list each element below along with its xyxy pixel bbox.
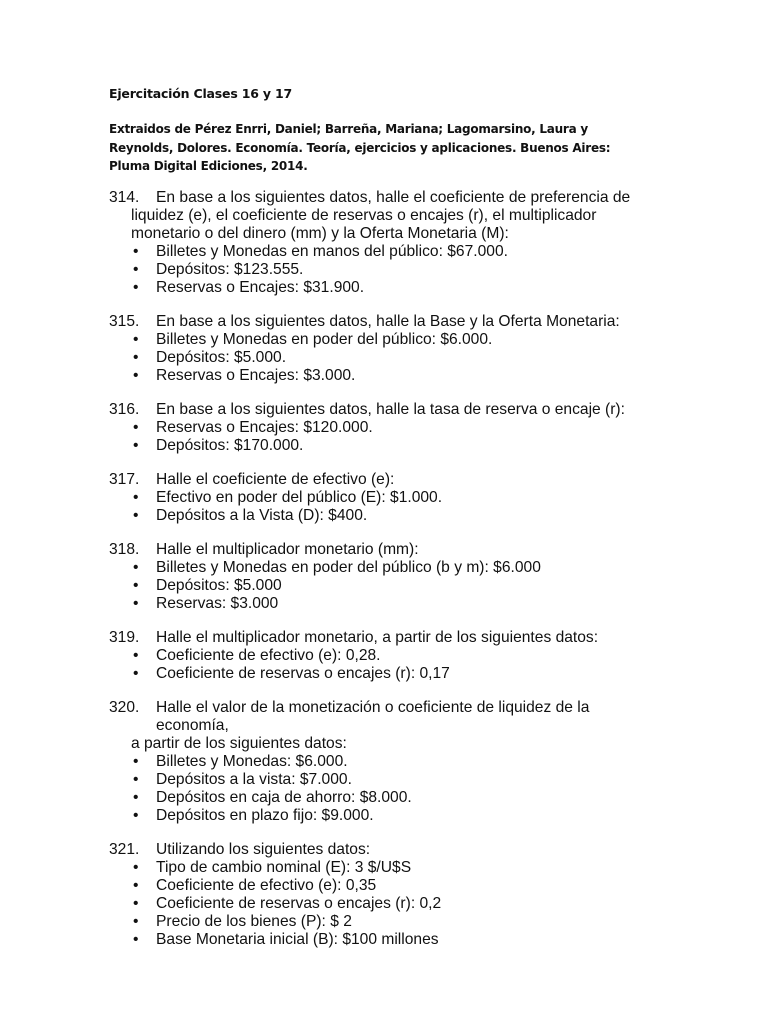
- exercise-statement-continued: a partir de los siguientes datos:: [131, 735, 347, 752]
- list-item: • Coeficiente de efectivo (e): 0,35: [109, 877, 661, 895]
- exercise-number: 321.: [109, 841, 140, 858]
- list-item: • Reservas o Encajes: $120.000.: [109, 419, 661, 437]
- bullet-icon: •: [133, 331, 139, 348]
- data-list: [109, 243, 661, 297]
- bullet-icon: •: [133, 771, 139, 788]
- exercise-315: [109, 313, 661, 385]
- list-item: • Tipo de cambio nominal (E): 3 $/U$S: [109, 859, 661, 877]
- source-citation: Extraidos de Pérez Enrri, Daniel; Barreña, Mariana; Lagomarsino, Laura y Reynolds, Dolores. Economía. Teoría, ejercicios y aplicaciones. Buenos Aires: Pluma Digital Ediciones, 2014.: [109, 122, 611, 173]
- data-list: [109, 331, 661, 385]
- exercise-314: [109, 189, 661, 297]
- list-item: • Billetes y Monedas en manos del público: $67.000.: [109, 243, 661, 261]
- exercise-320: [109, 699, 661, 825]
- bullet-icon: •: [133, 753, 139, 770]
- exercise-statement-continued: liquidez (e), el coeficiente de reservas o encajes (r), el multiplicador monetario o del dinero (mm) y la Oferta Monetaria (M):: [131, 207, 597, 242]
- list-item: • Depósitos a la Vista (D): $400.: [109, 507, 661, 525]
- list-item: • Reservas: $3.000: [109, 595, 661, 613]
- bullet-icon: •: [133, 489, 139, 506]
- bullet-icon: •: [133, 665, 139, 682]
- data-list: [109, 753, 661, 825]
- bullet-icon: •: [133, 931, 139, 948]
- bullet-icon: •: [133, 507, 139, 524]
- list-item: • Depósitos: $5.000.: [109, 349, 661, 367]
- exercise-number: 319.: [109, 629, 140, 646]
- bullet-icon: •: [133, 367, 139, 384]
- exercise-number: 320.: [109, 699, 140, 716]
- exercise-321: [109, 841, 661, 949]
- exercise-statement: Halle el coeficiente de efectivo (e):: [156, 471, 395, 488]
- exercise-list: [109, 189, 661, 965]
- bullet-icon: •: [133, 559, 139, 576]
- exercise-317: [109, 471, 661, 525]
- exercise-318: [109, 541, 661, 613]
- bullet-icon: •: [133, 807, 139, 824]
- page-title: Ejercitación Clases 16 y 17: [109, 86, 292, 101]
- list-item: • Coeficiente de efectivo (e): 0,28.: [109, 647, 661, 665]
- exercise-statement: En base a los siguientes datos, halle el coeficiente de preferencia de: [156, 189, 631, 206]
- exercise-statement: Halle el valor de la monetización o coeficiente de liquidez de la economía,: [156, 699, 590, 734]
- exercise-319: [109, 629, 661, 683]
- list-item: • Depósitos en caja de ahorro: $8.000.: [109, 789, 661, 807]
- exercise-number: 316.: [109, 401, 140, 418]
- list-item: • Billetes y Monedas en poder del público (b y m): $6.000: [109, 559, 661, 577]
- list-item: • Precio de los bienes (P): $ 2: [109, 913, 661, 931]
- data-list: [109, 559, 661, 613]
- bullet-icon: •: [133, 647, 139, 664]
- data-list: [109, 647, 661, 683]
- list-item: • Depósitos a la vista: $7.000.: [109, 771, 661, 789]
- data-list: [109, 419, 661, 455]
- exercise-number: 314.: [109, 189, 140, 206]
- bullet-icon: •: [133, 877, 139, 894]
- data-list: [109, 859, 661, 949]
- list-item: • Depósitos: $123.555.: [109, 261, 661, 279]
- list-item: • Base Monetaria inicial (B): $100 millones: [109, 931, 661, 949]
- bullet-icon: •: [133, 261, 139, 278]
- bullet-icon: •: [133, 913, 139, 930]
- data-list: [109, 489, 661, 525]
- list-item: • Efectivo en poder del público (E): $1.000.: [109, 489, 661, 507]
- bullet-icon: •: [133, 349, 139, 366]
- exercise-number: 317.: [109, 471, 140, 488]
- bullet-icon: •: [133, 419, 139, 436]
- list-item: • Billetes y Monedas en poder del público: $6.000.: [109, 331, 661, 349]
- list-item: • Reservas o Encajes: $3.000.: [109, 367, 661, 385]
- exercise-number: 318.: [109, 541, 140, 558]
- list-item: • Depósitos: $170.000.: [109, 437, 661, 455]
- list-item: • Billetes y Monedas: $6.000.: [109, 753, 661, 771]
- bullet-icon: •: [133, 437, 139, 454]
- bullet-icon: •: [133, 789, 139, 806]
- list-item: • Depósitos en plazo fijo: $9.000.: [109, 807, 661, 825]
- exercise-number: 315.: [109, 313, 140, 330]
- bullet-icon: •: [133, 859, 139, 876]
- list-item: • Depósitos: $5.000: [109, 577, 661, 595]
- exercise-statement: Halle el multiplicador monetario, a partir de los siguientes datos:: [156, 629, 599, 646]
- bullet-icon: •: [133, 577, 139, 594]
- bullet-icon: •: [133, 243, 139, 260]
- bullet-icon: •: [133, 595, 139, 612]
- bullet-icon: •: [133, 895, 139, 912]
- exercise-statement: En base a los siguientes datos, halle la Base y la Oferta Monetaria:: [156, 313, 620, 330]
- list-item: • Coeficiente de reservas o encajes (r): 0,2: [109, 895, 661, 913]
- bullet-icon: •: [133, 279, 139, 296]
- exercise-statement: Utilizando los siguientes datos:: [156, 841, 371, 858]
- exercise-statement: En base a los siguientes datos, halle la tasa de reserva o encaje (r):: [156, 401, 625, 418]
- exercise-statement: Halle el multiplicador monetario (mm):: [156, 541, 419, 558]
- list-item: • Coeficiente de reservas o encajes (r): 0,17: [109, 665, 661, 683]
- list-item: • Reservas o Encajes: $31.900.: [109, 279, 661, 297]
- exercise-316: [109, 401, 661, 455]
